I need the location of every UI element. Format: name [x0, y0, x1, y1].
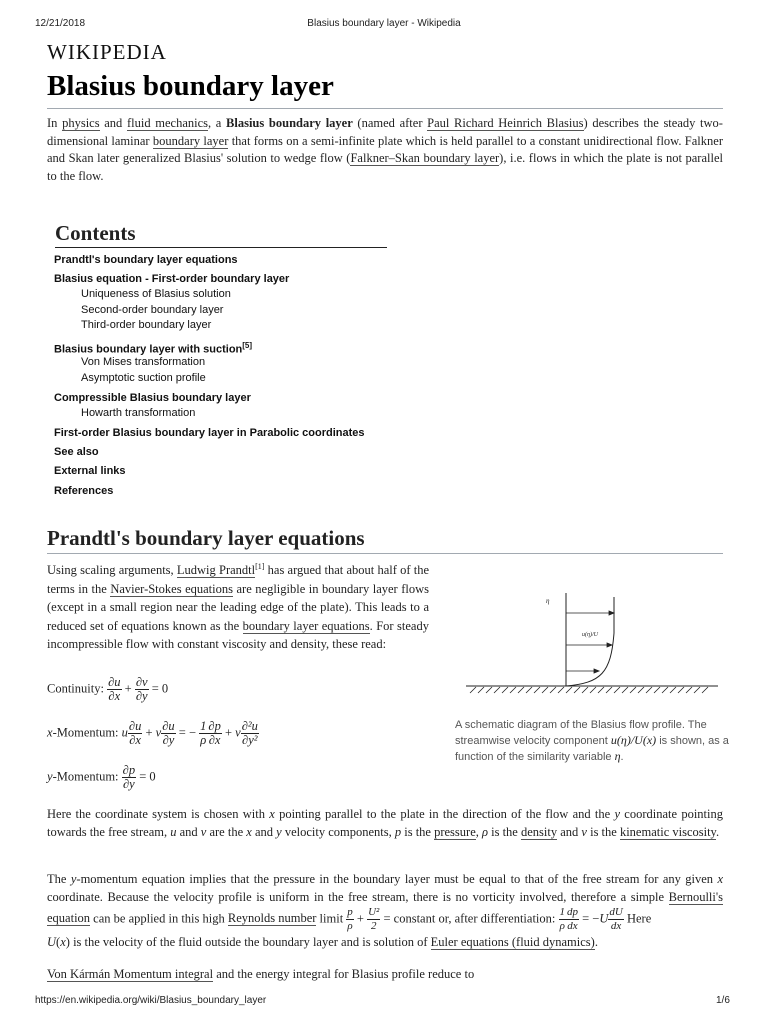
momentum-integral-paragraph: Von Kármán Momentum integral and the energy integral for Blasius profile reduce to — [47, 967, 475, 981]
link-von-karman[interactable]: Von Kármán Momentum integral — [47, 967, 214, 981]
toc-item[interactable]: External links — [54, 465, 126, 477]
toc-title: Contents — [55, 221, 136, 245]
diagram-profile-label: u(η)/U — [582, 632, 598, 638]
toc-subitem[interactable]: Howarth transformation — [81, 407, 196, 419]
page-title: Blasius boundary layer — [47, 70, 334, 102]
section-heading-prandtl: Prandtl's boundary layer equations — [47, 526, 365, 550]
figure-caption: A schematic diagram of the Blasius flow profile. The streamwise velocity component u(η)/U(x) is shown, as a function of the similarity variable η. — [455, 719, 729, 763]
section-divider — [47, 553, 723, 554]
diagram-eta-label: η — [546, 597, 550, 605]
y-momentum-equation: y-Momentum: $\frac{\partial p}{\partial y}$ = 0 — [47, 763, 156, 791]
link-navier-stokes[interactable]: Navier-Stokes equations — [110, 581, 233, 596]
intro-paragraph: In physics and fluid mechanics, a Blasius boundary layer (named after Paul Richard Heinrich Blasius) describes the steady two-dimensional laminar boundary layer that forms on a semi-infinite plate which is held parallel to a constant unidirectional flow. Falkner and Skan later generalized Blasius' solution to wedge flow (Falkner–Skan boundary layer), i.e. flows in which the plate is not parallel to the flow. — [47, 116, 723, 183]
link-blasius[interactable]: Paul Richard Heinrich Blasius — [427, 116, 584, 130]
toc-item[interactable]: Prandtl's boundary layer equations — [54, 254, 238, 266]
toc-item[interactable]: Blasius equation - First-order boundary layer — [54, 273, 290, 285]
bernoulli-paragraph: The y-momentum equation implies that the pressure in the boundary layer must be equal to that of the free stream for any given x coordinate. Because the velocity profile is uniform in the free stream, there is no vorticity involved, therefore a simple Bernoulli's equation can be applied in this high Reynolds number limit $\frac{p}{\rho}$ + $\frac{\text{U²}}{2}$ = constant or, after differentiation: $\frac{1}{\rho}$ $\frac{dp}{dx}$ = −U $\frac{dU}{dx}$ Here U(x) is the velocity of the fluid outside the boundary layer and is solution of Euler equations (fluid dynamics). — [47, 872, 724, 949]
link-bernoulli[interactable]: Bernoulli's equation — [47, 890, 723, 926]
coordinates-paragraph: Here the coordinate system is chosen with x pointing parallel to the plate in the direction of the flow and the y coordinate pointing towards the free stream, u and v are the x and y velocity components, p is the pressure, ρ is the density and ν is the kinematic viscosity. — [47, 807, 723, 839]
toc-subitem[interactable]: Von Mises transformation — [81, 356, 206, 368]
prandtl-paragraph: Using scaling arguments, Ludwig Prandtl[1] has argued that about half of the terms in the Navier-Stokes equations are negligible in boundary layer flows (except in a small region near the leading edge of the plate). This leads to a reduced set of equations known as the boundary layer equations. For steady incompressible flow with constant viscosity and density, these read: — [47, 562, 430, 652]
continuity-equation: Continuity: $\frac{\partial u}{\partial x}$ + $\frac{\partial v}{\partial y}$ = 0 — [47, 675, 169, 703]
link-reynolds-number[interactable]: Reynolds number — [227, 911, 317, 926]
print-title: Blasius boundary layer - Wikipedia — [307, 18, 461, 29]
toc-divider — [55, 247, 387, 248]
wikipedia-logo[interactable]: WIKIPEDIA — [47, 40, 167, 64]
link-prandtl[interactable]: Ludwig Prandtl — [176, 563, 256, 578]
link-pressure[interactable]: pressure — [434, 824, 476, 839]
x-momentum-equation: x-Momentum: u $\frac{\partial u}{\partial x}$ + v $\frac{\partial u}{\partial y}$ = − $\frac{1}{\rho}$ $\frac{\partial p}{\partial x}$ + ν $\frac{\text{∂²u}}{\text{∂y²}}$ — [47, 719, 258, 747]
print-url: https://en.wikipedia.org/wiki/Blasius_boundary_layer — [35, 995, 267, 1006]
link-fluid-mechanics[interactable]: fluid mechanics — [126, 116, 209, 130]
link-boundary-layer[interactable]: boundary layer — [152, 133, 229, 148]
toc-item[interactable]: Blasius boundary layer with suction[5] — [54, 341, 253, 356]
toc-subitem[interactable]: Asymptotic suction profile — [81, 372, 206, 384]
toc-item[interactable]: Compressible Blasius boundary layer — [54, 392, 251, 404]
toc-item[interactable]: See also — [54, 446, 99, 458]
title-divider — [47, 108, 723, 109]
link-density[interactable]: density — [520, 824, 558, 839]
link-boundary-layer-equations[interactable]: boundary layer equations — [242, 618, 370, 633]
print-date: 12/21/2018 — [35, 18, 86, 29]
toc-subitem[interactable]: Uniqueness of Blasius solution — [81, 288, 231, 300]
toc-item[interactable]: First-order Blasius boundary layer in Parabolic coordinates — [54, 427, 365, 439]
print-page-number: 1/6 — [716, 995, 730, 1006]
link-falkner-skan[interactable]: Falkner–Skan boundary layer — [350, 151, 500, 165]
toc-item[interactable]: References — [54, 485, 114, 497]
toc-subitem[interactable]: Second-order boundary layer — [81, 304, 224, 316]
link-euler-equations[interactable]: Euler equations (fluid dynamics) — [430, 935, 595, 949]
toc-subitem[interactable]: Third-order boundary layer — [81, 319, 212, 331]
link-physics[interactable]: physics — [62, 116, 100, 130]
link-kinematic-viscosity[interactable]: kinematic viscosity — [619, 824, 716, 839]
blasius-profile-diagram — [466, 583, 718, 695]
